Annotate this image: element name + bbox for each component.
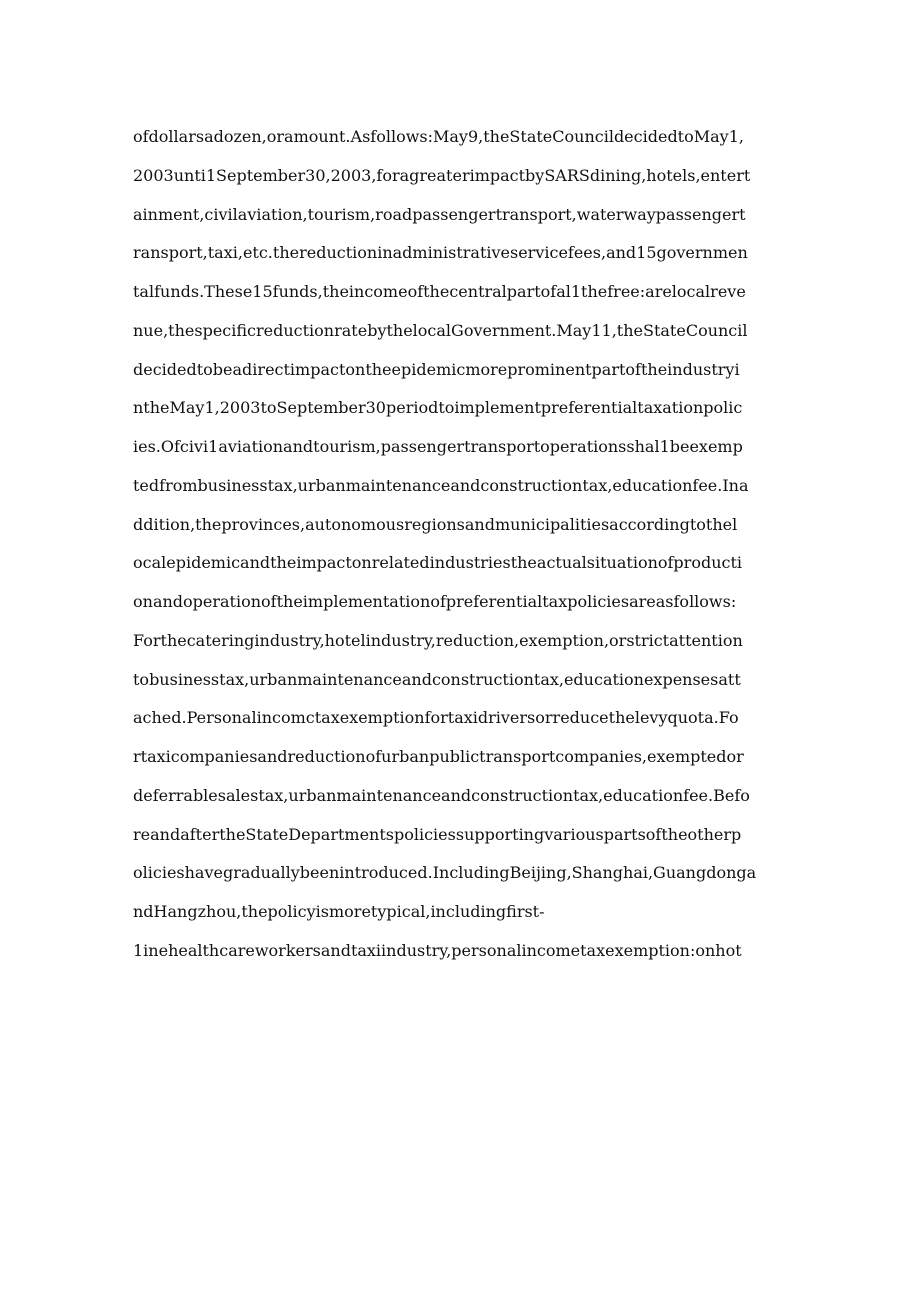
text-line: reandaftertheStateDepartmentspoliciessupportingvariouspartsoftheotherp <box>133 824 742 844</box>
text-line: onandoperationoftheimplementationofpreferentialtaxpoliciesareasfollows: <box>133 592 737 611</box>
text-line: rtaxicompaniesandreductionofurbanpublictransportcompanies,exemptedor <box>133 747 744 766</box>
text-line: tedfrombusinesstax,urbanmaintenanceandconstructiontax,educationfee.Ina <box>133 475 749 495</box>
text-line: decidedtobeadirectimpactontheepidemicmoreprominentpartoftheindustryi <box>133 359 740 379</box>
text-line: ransport,taxi,etc.thereductioninadministrativeservicefees,and15governmen <box>133 243 748 263</box>
text-line: deferrablesalestax,urbanmaintenanceandconstructiontax,educationfee.Befo <box>133 785 750 805</box>
text-line: ached.Personalincomctaxexemptionfortaxidriversorreducethelevyquota.Fo <box>133 708 739 728</box>
text-line: ainment,civilaviation,tourism,roadpassengertransport,waterwaypassengert <box>133 204 746 224</box>
text-line: 1inehealthcareworkersandtaxiindustry,personalincometaxexemption:onhot <box>133 940 742 960</box>
text-line: ofdollarsadozen,oramount.Asfollows:May9,theStateCouncildecidedtoMay1, <box>133 127 744 146</box>
text-line: ies.Ofcivi1aviationandtourism,passengertransportoperationsshal1beexemp <box>133 437 743 456</box>
text-line: talfunds.These15funds,theincomeofthecentralpartofal1thefree:arelocalreve <box>133 282 746 301</box>
text-line: ddition,theprovinces,autonomousregionsandmunicipalitiesaccordingtothel <box>133 514 738 534</box>
text-line: tobusinesstax,urbanmaintenanceandconstructiontax,educationexpensesatt <box>133 669 741 689</box>
text-line: ocalepidemicandtheimpactonrelatedindustriestheactualsituationofproducti <box>133 553 743 573</box>
text-line: Forthecateringindustry,hotelindustry,reduction,exemption,orstrictattention <box>133 630 743 650</box>
text-line: olicieshavegraduallybeenintroduced.IncludingBeijing,Shanghai,Guangdonga <box>133 863 757 883</box>
text-line: nue,thespecificreductionratebythelocalGovernment.May11,theStateCouncil <box>133 320 748 340</box>
body-text <box>133 118 793 971</box>
text-line: ndHangzhou,thepolicyismoretypical,includingfirst- <box>133 902 545 921</box>
text-line: ntheMay1,2003toSeptember30periodtoimplementpreferentialtaxationpolic <box>133 398 743 418</box>
text-line: 2003unti1September30,2003,foragreaterimpactbySARSdining,hotels,entert <box>133 165 751 185</box>
